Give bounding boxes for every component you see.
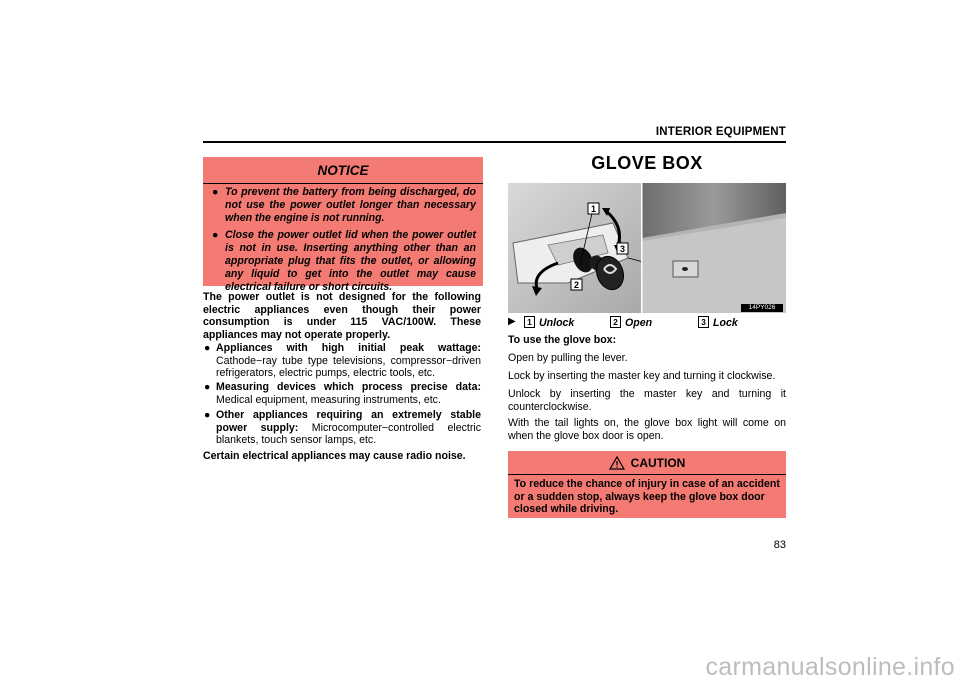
bullet-lead: Appliances with high initial peak wattage: (216, 342, 481, 354)
header-rule (203, 141, 786, 143)
step-open: 2 Open (610, 316, 652, 329)
notice-item (212, 186, 476, 225)
instruction-paragraph: Unlock by inserting the master key and turning it counterclockwise. (508, 388, 786, 413)
bullet-text: Cathode−ray tube type televisions, compressor−driven refrigerators, electric pumps, electric tools, etc. (216, 354, 481, 379)
warning-triangle-icon (609, 456, 625, 470)
bullet-lead: Measuring devices which process precise data: (216, 381, 481, 393)
caution-text: To reduce the chance of injury in case of an accident or a sudden stop, always keep the glove box door closed while driving. (514, 478, 780, 515)
bullet-lead: Other appliances requiring an extremely stable power supply: (216, 409, 481, 434)
appliance-bullet (203, 342, 481, 380)
bullet-icon: ● (212, 186, 219, 198)
glove-box-title: GLOVE BOX (591, 153, 703, 173)
bullet-text: Microcomputer−controlled electric blankets, touch sensor lamps, etc. (216, 421, 482, 446)
caution-box (508, 451, 786, 518)
callout-1 (588, 203, 599, 214)
notice-heading: NOTICE (317, 163, 369, 178)
bullet-text: Medical equipment, measuring instruments, etc. (216, 393, 441, 406)
svg-text:3: 3 (619, 244, 626, 254)
bullet-icon: ● (212, 229, 219, 241)
caution-divider (508, 474, 786, 475)
appliance-bullet (203, 381, 481, 406)
notice-item-text: To prevent the battery from being discharged, do not use the power outlet longer than necessary when the engine is not running. (225, 186, 476, 224)
callout-3 (617, 243, 628, 254)
intro-paragraph: The power outlet is not designed for the following electric appliances even though their power consumption is under 115 VAC/100W. These appliances may not operate properly. (203, 291, 481, 341)
svg-text:1: 1 (590, 204, 597, 214)
instruction-paragraph: Open by pulling the lever. (508, 352, 628, 364)
notice-box (203, 157, 483, 293)
caution-heading: CAUTION (508, 456, 786, 470)
svg-text:2: 2 (573, 280, 580, 290)
instruction-paragraph: With the tail lights on, the glove box light will come on when the glove box door is open. (508, 417, 786, 442)
page-number: 83 (773, 539, 786, 551)
glove-box-illustration (508, 183, 786, 313)
use-glove-box-heading: To use the glove box: (508, 334, 617, 346)
bullet-icon: ● (204, 381, 211, 393)
notice-divider (203, 183, 483, 184)
section-title: INTERIOR EQUIPMENT (655, 126, 786, 138)
notice-item (212, 229, 476, 294)
instruction-paragraph: Lock by inserting the master key and turning it clockwise. (508, 370, 776, 382)
step-unlock: 1 Unlock (524, 316, 574, 329)
illustration-code: 14PY026 (741, 304, 783, 312)
appliance-bullet (203, 409, 481, 447)
bullet-icon: ● (204, 342, 211, 354)
bullet-icon: ● (204, 409, 211, 421)
step-legend (508, 316, 786, 330)
arrow-right-icon: ▶ (508, 316, 516, 327)
callout-2 (571, 279, 582, 290)
step-lock: 3 Lock (698, 316, 738, 329)
watermark: carmanualsonline.info (705, 653, 955, 681)
notice-item-text: Close the power outlet lid when the power outlet is not in use. Inserting anything other than an appropriate plug that fits the outlet, or allowing any liquid to get into the outlet may cause electrical failure or short circuits. (225, 229, 476, 293)
radio-noise-note: Certain electrical appliances may cause radio noise. (203, 450, 466, 462)
